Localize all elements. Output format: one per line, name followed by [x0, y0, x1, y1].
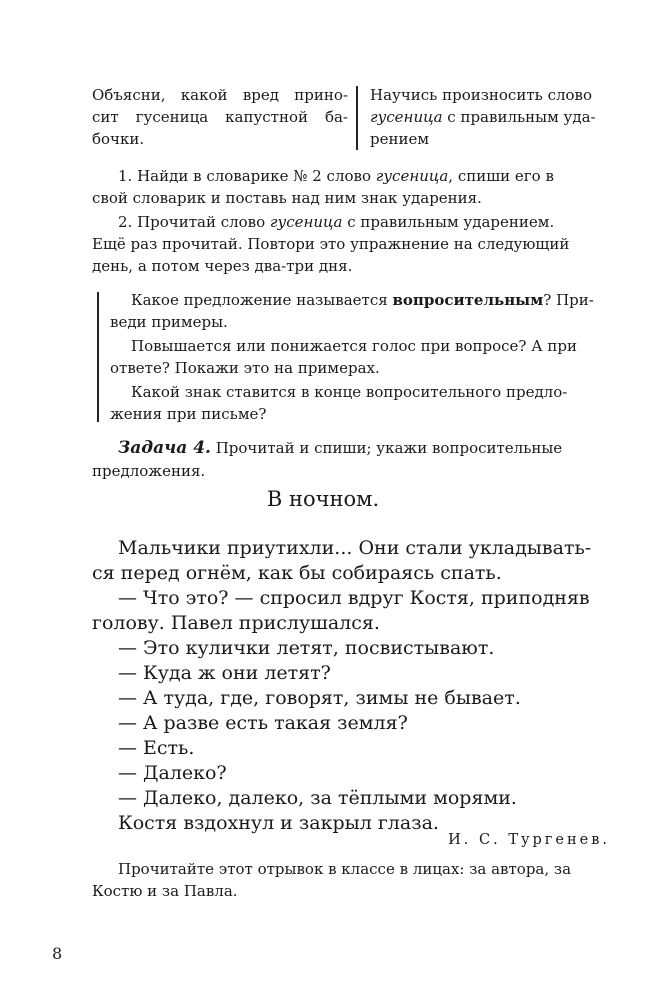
q1-text-b: ? При- — [543, 291, 594, 309]
task-4-line-2: предложения. — [92, 462, 206, 480]
story-line: — Далеко? — [118, 762, 227, 784]
story-line: Мальчики приутихли... Они стали укладывать- — [118, 537, 592, 559]
story-line: голову. Павел прислушался. — [92, 612, 380, 634]
exercise-2-line-2: Ещё раз прочитай. Повтори это упражнение на следующий — [92, 235, 570, 253]
task-4-line-1 — [118, 437, 562, 459]
story-line: — Далеко, далеко, за тёплыми морями. — [118, 787, 517, 809]
story-line: — Это кулички летят, посвистывают. — [118, 637, 495, 659]
closing-line-2: Костю и за Павла. — [92, 882, 238, 900]
left-box-line-1: Объясни, какой вред прино- — [92, 86, 348, 104]
story-line: Костя вздохнул и закрыл глаза. — [118, 812, 439, 834]
question-1-line-2: веди примеры. — [110, 313, 228, 331]
question-2-line-1: Повышается или понижается голос при вопросе? А при — [131, 337, 577, 355]
column-divider — [356, 86, 358, 150]
question-3-line-1: Какой знак ставится в конце вопросительного предло- — [131, 383, 568, 401]
story-line: — А туда, где, говорят, зимы не бывает. — [118, 687, 521, 709]
page-number: 8 — [52, 944, 63, 963]
story-author: И. С. Тургенев. — [448, 832, 610, 848]
exercise-2-line-3: день, а потом через два-три дня. — [92, 257, 353, 275]
right-box-word: гусеница — [370, 108, 443, 126]
ex1-word: гусеница — [375, 167, 449, 185]
question-3-line-2: жения при письме? — [110, 405, 267, 423]
right-box-line-1: Научись произносить слово — [370, 86, 593, 104]
story-line: — Куда ж они летят? — [118, 662, 331, 684]
ex1-text-a: 1. Найди в словарике № 2 слово — [118, 167, 376, 185]
right-box-line-2-rest: с правильным уда- — [442, 108, 596, 126]
right-box-line-3: рением — [370, 130, 430, 148]
exercise-1-line-1 — [118, 165, 554, 187]
ex1-text-b: , спиши его в — [448, 167, 554, 185]
story-line: — А разве есть такая земля? — [118, 712, 408, 734]
closing-line-1: Прочитайте этот отрывок в классе в лицах: за автора, за — [118, 860, 572, 878]
question-1-line-1 — [131, 289, 594, 311]
exercise-2-line-1 — [118, 211, 554, 233]
q1-bold-term: вопросительным — [392, 291, 544, 309]
right-box-line-2 — [370, 106, 614, 128]
questions-sidebar-rule — [97, 292, 99, 422]
q1-text-a: Какое предложение называется — [131, 291, 393, 309]
left-box-line-3: бочки. — [92, 130, 145, 148]
left-box-line-2: сит гусеница капустной ба- — [92, 108, 348, 126]
story-line: — Есть. — [118, 737, 195, 759]
ex2-text-a: 2. Прочитай слово — [118, 213, 270, 231]
ex2-text-b: с правильным ударением. — [342, 213, 555, 231]
task-label: Задача 4. — [118, 438, 211, 458]
story-title: В ночном. — [266, 487, 380, 511]
task-text: Прочитай и спиши; укажи вопросительные — [210, 439, 563, 457]
exercise-1-line-2: свой словарик и поставь над ним знак ударения. — [92, 189, 482, 207]
question-2-line-2: ответе? Покажи это на примерах. — [110, 359, 380, 377]
ex2-word: гусеница — [269, 213, 343, 231]
story-line: — Что это? — спросил вдруг Костя, приподняв — [118, 587, 590, 609]
story-line: ся перед огнём, как бы собираясь спать. — [92, 562, 502, 584]
